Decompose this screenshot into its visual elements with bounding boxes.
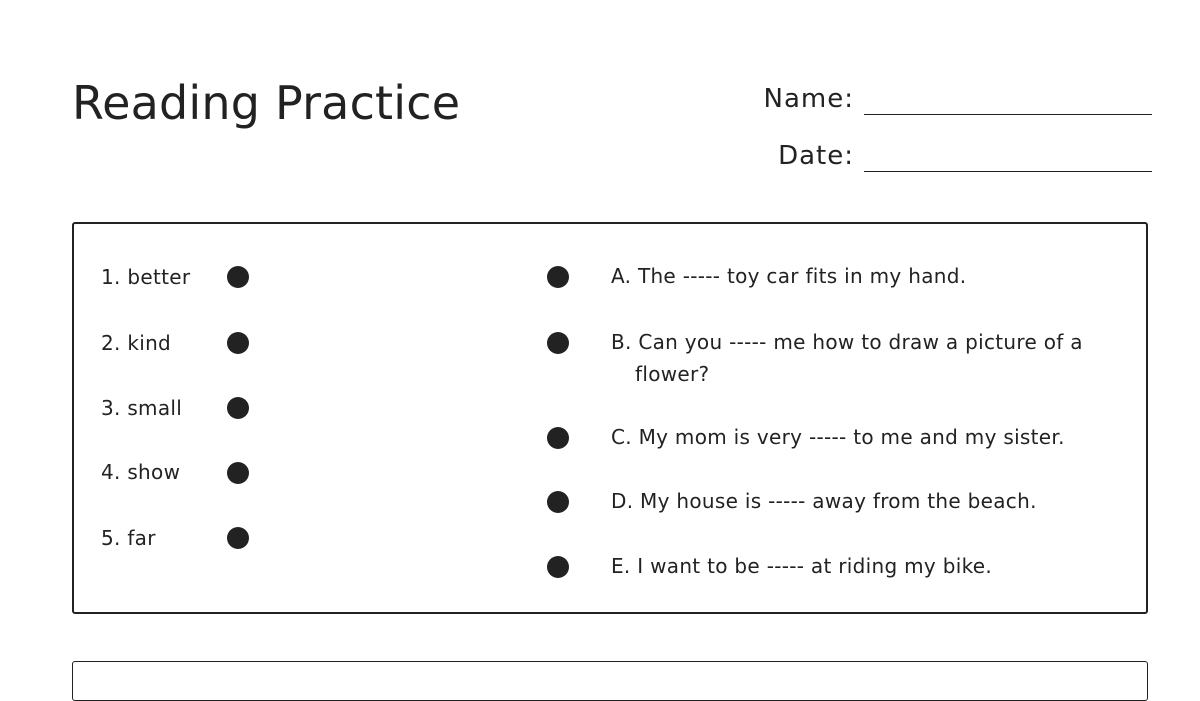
- name-label: Name:: [763, 84, 854, 114]
- word-dot-2[interactable]: [227, 332, 249, 354]
- next-section-box: [72, 661, 1148, 701]
- word-dot-1[interactable]: [227, 266, 249, 288]
- date-label: Date:: [778, 141, 854, 171]
- word-dot-4[interactable]: [227, 462, 249, 484]
- sentence-dot-a[interactable]: [547, 266, 569, 288]
- matching-exercise: [72, 222, 1148, 614]
- page-title: Reading Practice: [72, 76, 461, 130]
- word-dot-3[interactable]: [227, 397, 249, 419]
- sentence-e: E. I want to be ----- at riding my bike.: [611, 554, 993, 578]
- word-item-1: 1. better: [101, 265, 191, 289]
- word-item-3: 3. small: [101, 396, 183, 420]
- name-field: [764, 76, 1152, 116]
- sentence-dot-e[interactable]: [547, 556, 569, 578]
- name-line[interactable]: [864, 114, 1152, 115]
- word-item-5: 5. far: [101, 526, 156, 550]
- word-item-2: 2. kind: [101, 331, 172, 355]
- sentence-dot-b[interactable]: [547, 332, 569, 354]
- date-line[interactable]: [864, 171, 1152, 172]
- date-field: [778, 133, 1152, 173]
- sentence-dot-d[interactable]: [547, 491, 569, 513]
- sentence-d: D. My house is ----- away from the beach.: [611, 489, 1037, 513]
- word-dot-5[interactable]: [227, 527, 249, 549]
- sentence-b: B. Can you ----- me how to draw a picture of a flower?: [611, 330, 1083, 386]
- sentence-a: A. The ----- toy car fits in my hand.: [611, 264, 967, 288]
- word-item-4: 4. show: [101, 460, 181, 484]
- sentence-c: C. My mom is very ----- to me and my sister.: [611, 425, 1065, 449]
- sentence-dot-c[interactable]: [547, 427, 569, 449]
